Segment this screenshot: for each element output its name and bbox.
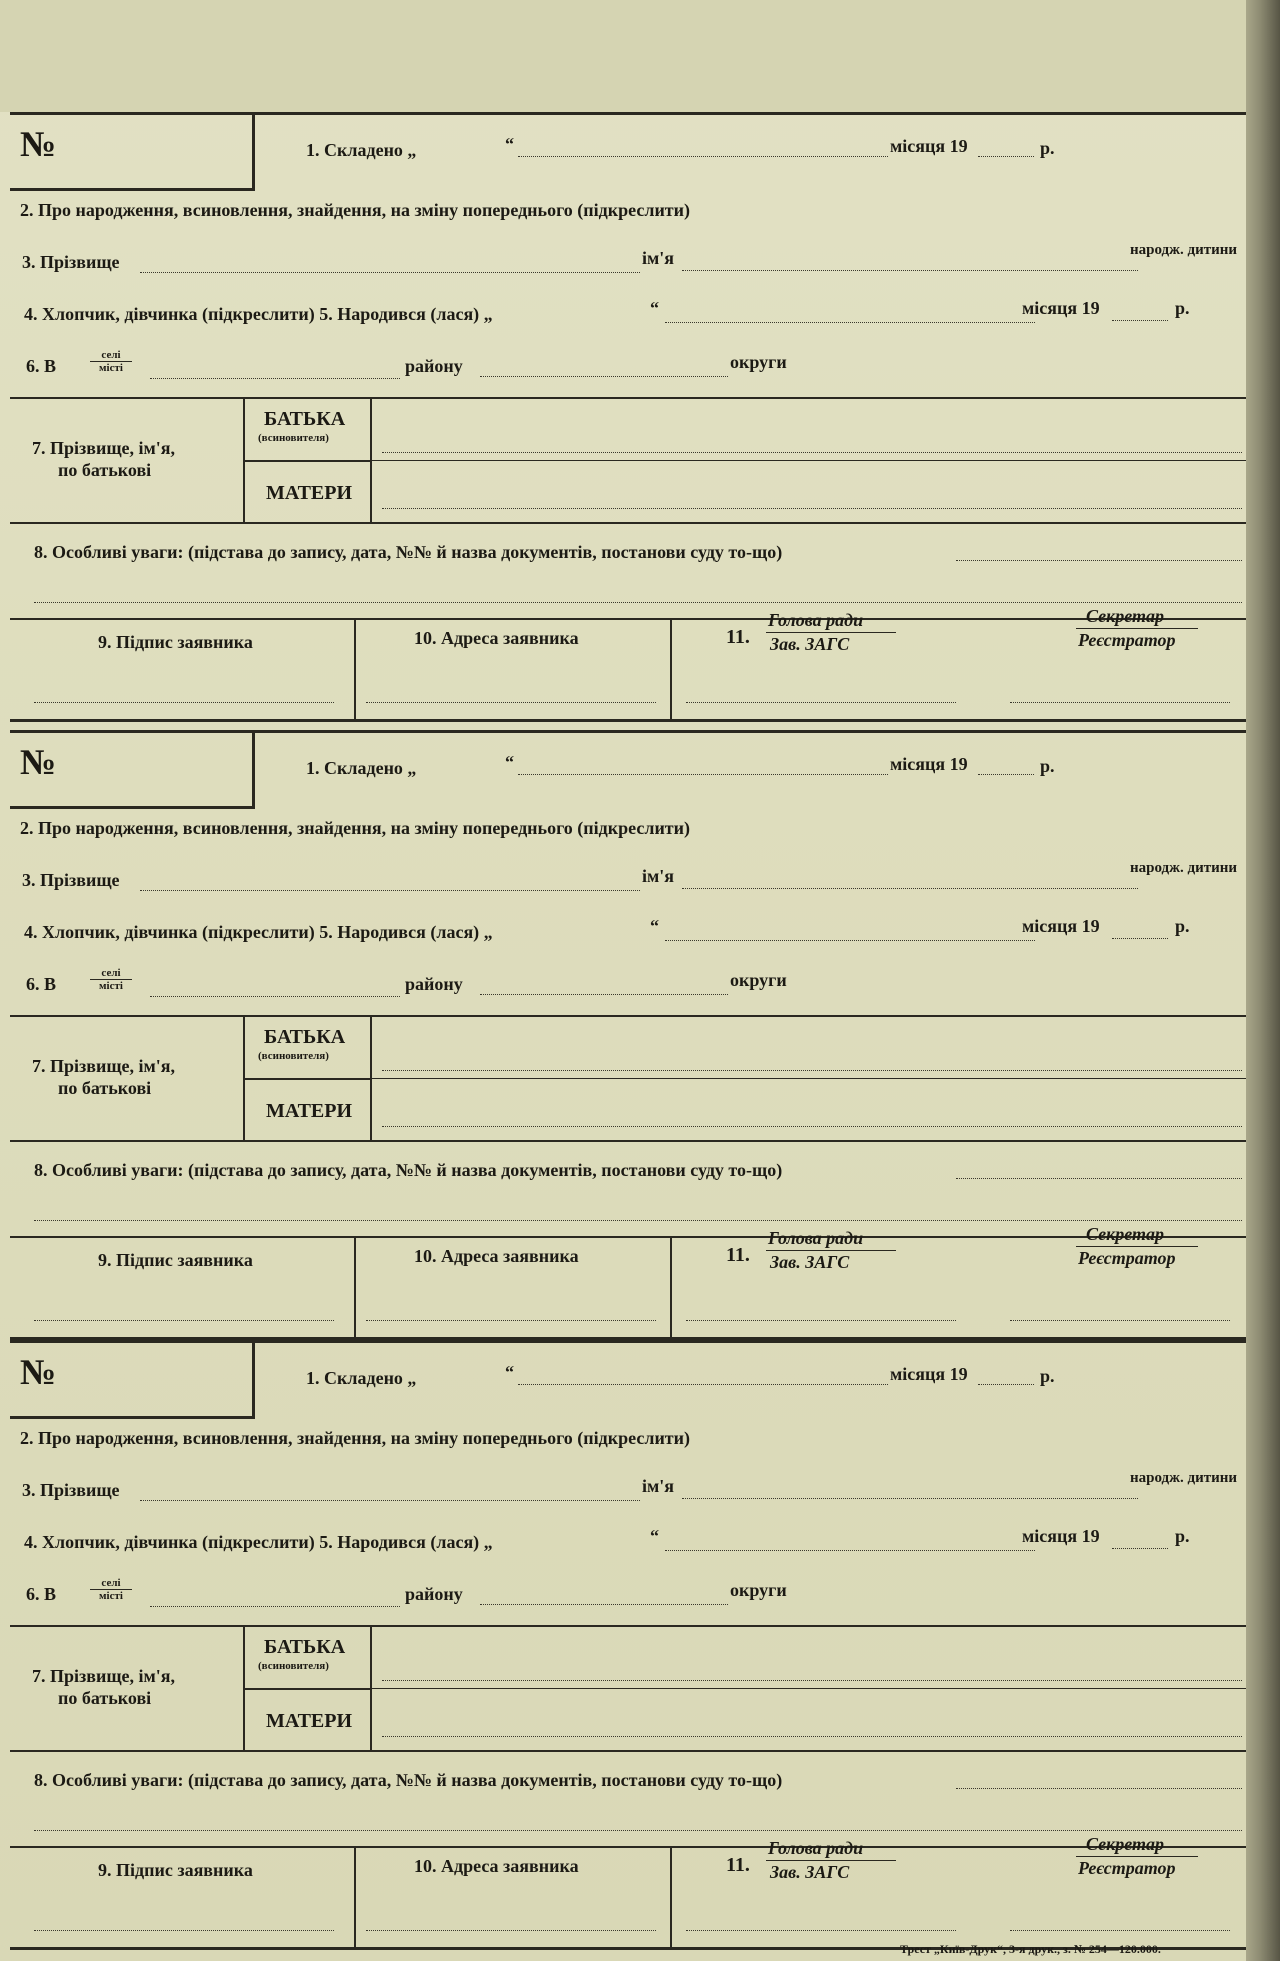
adopter-label: (всиновителя) — [258, 1660, 329, 1672]
applicant-signature-field[interactable] — [34, 702, 334, 703]
signatures-divider-2 — [670, 1846, 672, 1950]
head-council-label: Голова ради — [768, 1228, 864, 1248]
signatures-divider-1 — [354, 618, 356, 722]
registrar-label: Реєстратор — [1078, 630, 1176, 650]
parents-label-2: по батькові — [58, 1078, 152, 1098]
father-label: БАТЬКА — [264, 1026, 346, 1048]
birth-month-label: місяця 19 — [1022, 1526, 1100, 1546]
secretary-divider — [1076, 1856, 1198, 1857]
town-option: місті — [90, 1589, 132, 1602]
signatures-top-rule — [10, 1236, 1246, 1238]
parents-mid-rule — [243, 1688, 370, 1690]
birth-year-suffix: р. — [1175, 1526, 1190, 1546]
father-rule — [372, 1688, 1246, 1689]
secretary-label: Секретар — [1086, 606, 1164, 626]
birth-year-suffix: р. — [1175, 916, 1190, 936]
item-11-label: 11. — [726, 1854, 750, 1876]
year-suffix: р. — [1040, 756, 1055, 776]
applicant-signature-label: 9. Підпис заявника — [98, 1860, 253, 1880]
name-field[interactable] — [682, 888, 1138, 889]
district-label: району — [405, 356, 463, 376]
notes-top-rule — [10, 1140, 1246, 1142]
birth-year-suffix: р. — [1175, 298, 1190, 318]
record-number-box[interactable] — [10, 115, 255, 191]
registrar-label: Реєстратор — [1078, 1858, 1176, 1878]
applicant-address-field[interactable] — [366, 1320, 656, 1321]
father-name-field[interactable] — [382, 452, 1242, 453]
head-divider — [766, 1250, 896, 1251]
mother-label: МАТЕРИ — [266, 1710, 353, 1732]
composed-label: 1. Складено „ — [306, 1368, 417, 1388]
registration-record — [10, 1340, 1246, 1950]
parents-label-1: 7. Прізвище, ім'я, — [32, 1666, 176, 1686]
parents-label-2: по батькові — [58, 1688, 152, 1708]
signatures-top-rule — [10, 1846, 1246, 1848]
month-label: місяця 19 — [890, 1364, 968, 1384]
mother-label: МАТЕРИ — [266, 1100, 353, 1122]
birth-day-field[interactable] — [665, 1550, 1035, 1551]
place-label: 6. В — [26, 356, 57, 376]
signatures-top-rule — [10, 618, 1246, 620]
head-signature-field[interactable] — [686, 1320, 956, 1321]
composed-label: 1. Складено „ — [306, 140, 417, 160]
place-label: 6. В — [26, 974, 57, 994]
signatures-divider-2 — [670, 1236, 672, 1340]
notes-field-2[interactable] — [34, 602, 1242, 603]
father-rule — [372, 460, 1246, 461]
town-option: місті — [90, 361, 132, 374]
year-suffix: р. — [1040, 1366, 1055, 1386]
applicant-address-field[interactable] — [366, 702, 656, 703]
item-11-label: 11. — [726, 626, 750, 648]
month-label: місяця 19 — [890, 754, 968, 774]
record-type-label: 2. Про народження, всиновлення, знайдення, на зміну попереднього (підкреслити) — [20, 200, 691, 220]
secretary-signature-field[interactable] — [1010, 1320, 1230, 1321]
gender-label: 4. Хлопчик, дівчинка (підкреслити) 5. Народився (лася) „ — [24, 1532, 493, 1552]
signatures-divider-2 — [670, 618, 672, 722]
child-label: народж. дитини — [1130, 242, 1238, 258]
parents-top-rule — [10, 397, 1246, 399]
registrar-label: Реєстратор — [1078, 1248, 1176, 1268]
applicant-address-field[interactable] — [366, 1930, 656, 1931]
village-option: селі — [101, 967, 121, 979]
surname-field[interactable] — [140, 1500, 640, 1501]
birth-open-quote: “ — [650, 916, 659, 936]
adopter-label: (всиновителя) — [258, 1050, 329, 1062]
town-option: місті — [90, 979, 132, 992]
number-sign: № — [20, 124, 57, 164]
secretary-label: Секретар — [1086, 1224, 1164, 1244]
head-signature-field[interactable] — [686, 1930, 956, 1931]
notes-field-2[interactable] — [34, 1220, 1242, 1221]
notes-label: 8. Особливі уваги: (підстава до запису, дата, №№ й назва документів, постанови суду то-що) — [34, 1770, 783, 1790]
record-number-box[interactable] — [10, 1343, 255, 1419]
month-label: місяця 19 — [890, 136, 968, 156]
notes-field-2[interactable] — [34, 1830, 1242, 1831]
printer-imprint: Трест „Київ-Друк“, 3-я друк., з. № 254—120.000. — [900, 1942, 1161, 1956]
district-label: району — [405, 974, 463, 994]
surname-field[interactable] — [140, 272, 640, 273]
village-town-choice[interactable] — [90, 968, 132, 992]
record-number-box[interactable] — [10, 733, 255, 809]
father-name-field[interactable] — [382, 1680, 1242, 1681]
mother-name-field[interactable] — [382, 1736, 1242, 1737]
composed-year-field[interactable] — [978, 156, 1034, 157]
okrug-label: округи — [730, 970, 787, 990]
village-option: селі — [101, 349, 121, 361]
parents-label-1: 7. Прізвище, ім'я, — [32, 438, 176, 458]
mother-name-field[interactable] — [382, 1126, 1242, 1127]
applicant-signature-label: 9. Підпис заявника — [98, 632, 253, 652]
applicant-signature-field[interactable] — [34, 1320, 334, 1321]
notes-top-rule — [10, 522, 1246, 524]
applicant-signature-field[interactable] — [34, 1930, 334, 1931]
father-label: БАТЬКА — [264, 1636, 346, 1658]
settlement-field[interactable] — [150, 996, 400, 997]
birth-open-quote: “ — [650, 298, 659, 318]
secretary-label: Секретар — [1086, 1834, 1164, 1854]
composed-day-field[interactable] — [518, 1384, 888, 1385]
father-rule — [372, 1078, 1246, 1079]
surname-field[interactable] — [140, 890, 640, 891]
parents-top-rule — [10, 1015, 1246, 1017]
village-town-choice[interactable] — [90, 350, 132, 374]
open-quote: “ — [505, 752, 514, 772]
birth-day-field[interactable] — [665, 322, 1035, 323]
top-margin — [0, 0, 1250, 112]
applicant-address-label: 10. Адреса заявника — [414, 1246, 579, 1266]
notes-label: 8. Особливі уваги: (підстава до запису, дата, №№ й назва документів, постанови суду то-що) — [34, 542, 783, 562]
surname-label: 3. Прізвище — [22, 1480, 120, 1500]
district-field[interactable] — [480, 376, 728, 377]
head-council-label: Голова ради — [768, 1838, 864, 1858]
name-label: ім'я — [642, 248, 675, 268]
surname-label: 3. Прізвище — [22, 252, 120, 272]
village-town-choice[interactable] — [90, 1578, 132, 1602]
secretary-signature-field[interactable] — [1010, 1930, 1230, 1931]
book-spine — [1246, 0, 1280, 1961]
head-zags-label: Зав. ЗАГС — [770, 1862, 850, 1882]
village-option: селі — [101, 1577, 121, 1589]
birth-open-quote: “ — [650, 1526, 659, 1546]
gender-label: 4. Хлопчик, дівчинка (підкреслити) 5. Народився (лася) „ — [24, 304, 493, 324]
mother-label: МАТЕРИ — [266, 482, 353, 504]
father-name-field[interactable] — [382, 1070, 1242, 1071]
mother-name-field[interactable] — [382, 508, 1242, 509]
composed-year-field[interactable] — [978, 1384, 1034, 1385]
open-quote: “ — [505, 134, 514, 154]
applicant-address-label: 10. Адреса заявника — [414, 1856, 579, 1876]
secretary-divider — [1076, 628, 1198, 629]
head-signature-field[interactable] — [686, 702, 956, 703]
head-zags-label: Зав. ЗАГС — [770, 1252, 850, 1272]
number-sign: № — [20, 1352, 57, 1392]
secretary-signature-field[interactable] — [1010, 702, 1230, 703]
composed-day-field[interactable] — [518, 156, 888, 157]
district-label: району — [405, 1584, 463, 1604]
signatures-divider-1 — [354, 1236, 356, 1340]
okrug-label: округи — [730, 352, 787, 372]
applicant-address-label: 10. Адреса заявника — [414, 628, 579, 648]
father-label: БАТЬКА — [264, 408, 346, 430]
head-divider — [766, 632, 896, 633]
parents-mid-rule — [243, 460, 370, 462]
name-label: ім'я — [642, 1476, 675, 1496]
settlement-field[interactable] — [150, 1606, 400, 1607]
parents-label-1: 7. Прізвище, ім'я, — [32, 1056, 176, 1076]
place-label: 6. В — [26, 1584, 57, 1604]
composed-day-field[interactable] — [518, 774, 888, 775]
settlement-field[interactable] — [150, 378, 400, 379]
parents-top-rule — [10, 1625, 1246, 1627]
notes-top-rule — [10, 1750, 1246, 1752]
child-label: народж. дитини — [1130, 1470, 1238, 1486]
birth-month-label: місяця 19 — [1022, 298, 1100, 318]
record-type-label: 2. Про народження, всиновлення, знайдення, на зміну попереднього (підкреслити) — [20, 1428, 691, 1448]
record-type-label: 2. Про народження, всиновлення, знайдення, на зміну попереднього (підкреслити) — [20, 818, 691, 838]
notes-field-1[interactable] — [956, 1178, 1242, 1179]
notes-label: 8. Особливі уваги: (підстава до запису, дата, №№ й назва документів, постанови суду то-що) — [34, 1160, 783, 1180]
notes-field-1[interactable] — [956, 1788, 1242, 1789]
birth-year-field[interactable] — [1112, 320, 1168, 321]
parents-label-2: по батькові — [58, 460, 152, 480]
registration-record — [10, 112, 1246, 722]
notes-field-1[interactable] — [956, 560, 1242, 561]
birth-day-field[interactable] — [665, 940, 1035, 941]
adopter-label: (всиновителя) — [258, 432, 329, 444]
open-quote: “ — [505, 1362, 514, 1382]
child-label: народж. дитини — [1130, 860, 1238, 876]
year-suffix: р. — [1040, 138, 1055, 158]
district-field[interactable] — [480, 994, 728, 995]
name-label: ім'я — [642, 866, 675, 886]
birth-month-label: місяця 19 — [1022, 916, 1100, 936]
district-field[interactable] — [480, 1604, 728, 1605]
birth-year-field[interactable] — [1112, 938, 1168, 939]
head-zags-label: Зав. ЗАГС — [770, 634, 850, 654]
secretary-divider — [1076, 1246, 1198, 1247]
number-sign: № — [20, 742, 57, 782]
head-divider — [766, 1860, 896, 1861]
okrug-label: округи — [730, 1580, 787, 1600]
composed-label: 1. Складено „ — [306, 758, 417, 778]
registration-record — [10, 730, 1246, 1340]
parents-mid-rule — [243, 1078, 370, 1080]
composed-year-field[interactable] — [978, 774, 1034, 775]
item-11-label: 11. — [726, 1244, 750, 1266]
signatures-divider-1 — [354, 1846, 356, 1950]
head-council-label: Голова ради — [768, 610, 864, 630]
name-field[interactable] — [682, 1498, 1138, 1499]
gender-label: 4. Хлопчик, дівчинка (підкреслити) 5. Народився (лася) „ — [24, 922, 493, 942]
name-field[interactable] — [682, 270, 1138, 271]
surname-label: 3. Прізвище — [22, 870, 120, 890]
applicant-signature-label: 9. Підпис заявника — [98, 1250, 253, 1270]
birth-year-field[interactable] — [1112, 1548, 1168, 1549]
